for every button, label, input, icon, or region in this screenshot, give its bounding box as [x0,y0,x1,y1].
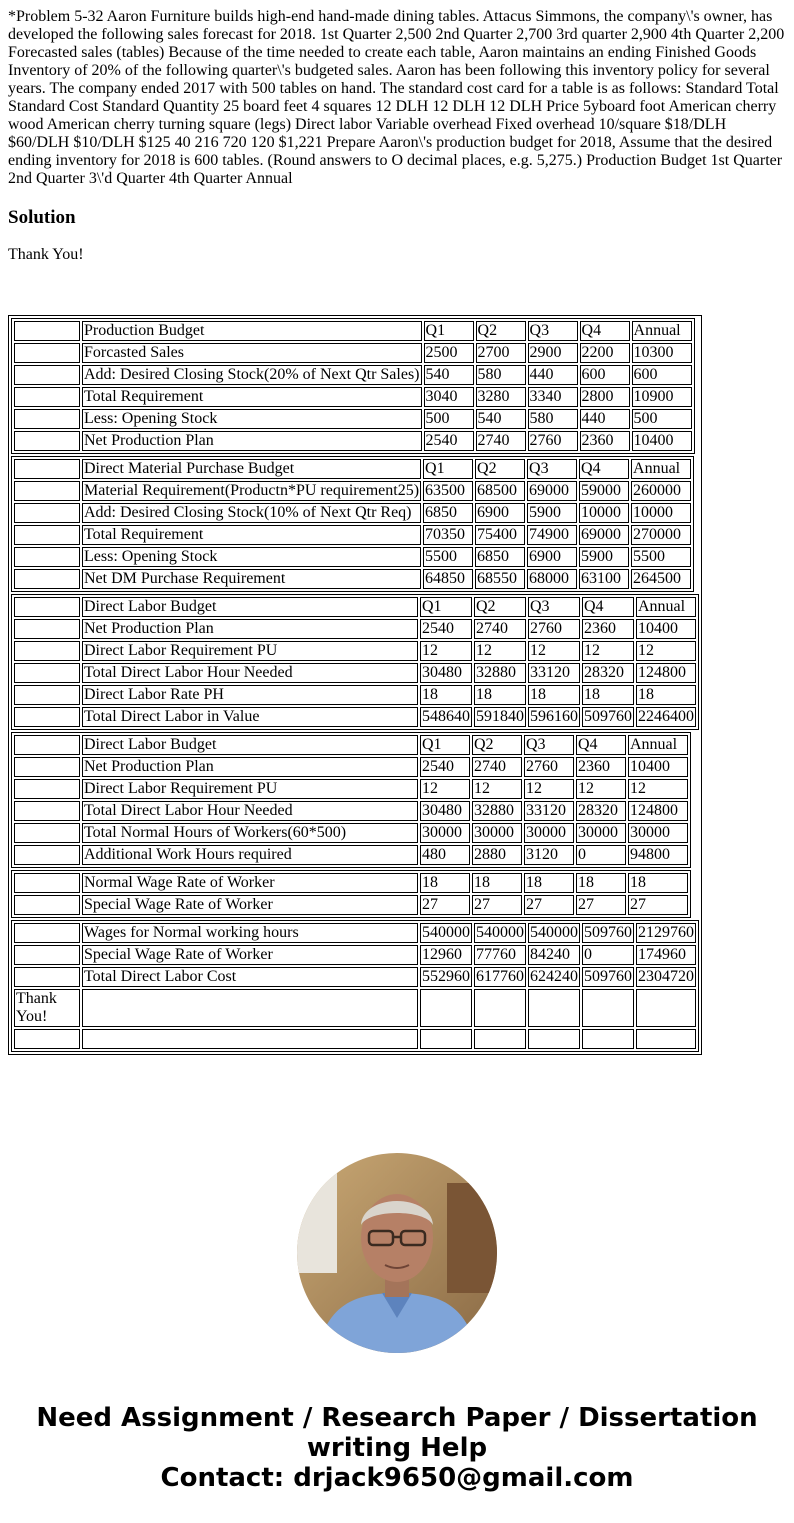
table-cell: 77760 [474,945,526,965]
table-cell: Additional Work Hours required [82,845,418,865]
table-row [14,845,688,865]
table-row [14,945,696,965]
table-cell: 2360 [580,431,630,451]
table-cell [14,735,80,755]
table-cell: 3280 [476,387,526,407]
table-cell: 10400 [636,619,696,639]
table-cell: Total Direct Labor Hour Needed [82,663,418,683]
table-cell: 18 [420,873,470,893]
table-cell: 509760 [584,708,632,725]
table-cell: 509760 [584,968,632,985]
table-cell: Forcasted Sales [82,343,422,363]
table-cell [14,365,80,385]
table-cell: 27 [628,895,688,915]
table-cell: 18 [576,873,626,893]
table-cell [14,779,80,799]
table-cell: Production Budget [82,321,422,341]
table-cell [420,989,472,1027]
table-cell: Total Direct Labor Cost [82,967,418,987]
table-cell: 12 [576,779,626,799]
table-cell: 2360 [576,757,626,777]
question-text: *Problem 5-32 Aaron Furniture builds high-end hand-made dining tables. Attacus Simmons, the company\'s owner, has developed the following sales forecast for 2018. 1st Quarter 2,500 2nd Quarter 2,700 3rd quarter 2,900 4th Quarter 2,200 Forecasted sales (tables) Because of the time needed to create each table, Aaron maintains an ending Finished Goods Inventory of 20% of the following quarter\'s budgeted sales. Aaron has been following this inventory policy for several years. The company ended 2017 with 500 tables on hand. The standard cost card for a table is as follows: Standard Total Standard Cost Standard Quantity 25 board feet 4 squares 12 DLH 12 DLH 12 DLH Price 5yboard foot American cherry wood American cherry turning square (legs) Direct labor Variable overhead Fixed overhead 10/square $18/DLH $60/DLH $10/DLH $125 40 216 720 120 $1,221 Prepare Aaron\'s production budget for 2018, Assume that the desired ending inventory for 2018 is 600 tables. (Round answers to O decimal places, e.g. 5,275.) Production Budget 1st Quarter 2nd Quarter 3\'d Quarter 4th Quarter Annual [8,8,785,187]
table-cell: 500 [632,409,692,429]
table-cell: 600 [580,365,630,385]
table-cell: 264500 [631,569,691,589]
table-cell [14,619,80,639]
promo-banner [0,1403,794,1493]
table-cell: 18 [420,685,472,705]
table-cell: 18 [582,685,634,705]
table-cell [636,989,696,1027]
table-cell: 3340 [528,387,578,407]
table-section [11,318,699,454]
table-cell: 10000 [579,503,629,523]
table-cell: 2760 [528,619,580,639]
table-cell: 27 [524,895,574,915]
table-cell: 2740 [474,619,526,639]
promo-line-2: Contact: drjack9650@gmail.com [160,1463,634,1493]
table-cell: 2700 [476,343,526,363]
table-row [14,503,691,523]
table-row [14,431,692,451]
table-row [14,619,696,639]
table-cell: Total Requirement [82,525,421,545]
table-cell [14,663,80,683]
table-cell: Annual [628,735,688,755]
table-cell [582,1029,634,1049]
table-cell: 540000 [476,924,524,941]
table-cell [14,945,80,965]
table-row [14,365,692,385]
table-cell: 480 [420,845,470,865]
table-row [14,873,688,893]
table-cell [14,801,80,821]
table-cell: Direct Material Purchase Budget [82,459,421,479]
table-row [14,823,688,843]
table-cell: 63100 [579,569,629,589]
table-cell: Material Requirement(Productn*PU requirement25) [84,482,420,499]
table-cell: 3040 [424,387,474,407]
table-cell: Q3 [524,735,574,755]
table-cell: 2246400 [638,708,694,725]
table-cell: Less: Opening Stock [82,409,422,429]
table-cell: 270000 [631,525,691,545]
table-cell [14,757,80,777]
table-cell [14,1029,80,1049]
table-cell: 0 [582,945,634,965]
table-cell: Q2 [476,321,526,341]
table-cell: 12 [628,779,688,799]
table-cell: 591840 [476,708,524,725]
table-cell: Direct Labor Requirement PU [82,779,418,799]
table-cell: 74900 [527,525,577,545]
table-cell: 70350 [423,525,473,545]
table-row [14,409,692,429]
table-cell [474,989,526,1027]
table-row [14,989,696,1027]
table-cell: 124800 [636,663,696,683]
table-cell: 30000 [472,823,522,843]
table-cell: 2540 [420,757,470,777]
table-cell: 540000 [530,924,578,941]
table-cell: 2880 [472,845,522,865]
table-cell [636,1029,696,1049]
table-cell: Wages for Normal working hours [82,923,418,943]
table-cell [14,967,80,987]
table-row [14,779,688,799]
table-cell: 624240 [530,968,578,985]
table-cell: 33120 [528,663,580,683]
table-cell: 440 [580,409,630,429]
table-cell: Normal Wage Rate of Worker [82,873,418,893]
table-cell: 12 [420,779,470,799]
table-row [14,321,692,341]
table-cell: Special Wage Rate of Worker [82,945,418,965]
table-cell: Q3 [528,597,580,617]
table-cell: 30000 [576,823,626,843]
table-cell: 2740 [476,431,526,451]
table-row [14,569,691,589]
table-row [14,1029,696,1049]
table-cell: 2800 [580,387,630,407]
table-cell: 69000 [579,525,629,545]
table-cell [14,641,80,661]
table-cell: Total Direct Labor Hour Needed [82,801,418,821]
table-cell: Direct Labor Rate PH [82,685,418,705]
table-cell: Net Production Plan [82,431,422,451]
table-cell: 6900 [475,503,525,523]
table-cell: Total Direct Labor in Value [82,707,418,727]
table-cell: Q1 [423,459,473,479]
table-cell: 32880 [474,663,526,683]
budget-table [11,870,691,918]
table-row [14,685,696,705]
table-cell [14,459,80,479]
table-cell: 6850 [475,547,525,567]
table-cell: Q3 [528,321,578,341]
table-cell: 5500 [423,547,473,567]
table-cell: 18 [636,685,696,705]
table-cell: 3120 [524,845,574,865]
author-portrait-icon [297,1153,497,1353]
table-cell: Q4 [582,597,634,617]
table-cell: Q1 [420,735,470,755]
table-cell: Direct Labor Budget [82,735,418,755]
table-cell: 540 [476,409,526,429]
table-cell: 2200 [580,343,630,363]
table-cell [14,431,80,451]
table-cell [528,1029,580,1049]
table-cell: 552960 [422,968,470,985]
table-cell: 30000 [524,823,574,843]
table-cell: 84240 [528,945,580,965]
table-cell [14,481,80,501]
table-cell: 12 [420,641,472,661]
table-cell: 28320 [576,801,626,821]
table-cell: Q1 [420,597,472,617]
table-cell: Special Wage Rate of Worker [82,895,418,915]
table-cell: 2760 [524,757,574,777]
table-cell: 540 [424,365,474,385]
table-cell [14,685,80,705]
table-cell: 12 [524,779,574,799]
table-cell: 12 [528,641,580,661]
table-cell: 27 [576,895,626,915]
budget-table [11,732,691,868]
table-cell: 124800 [628,801,688,821]
table-cell: 2540 [424,431,474,451]
promo-line-1: Need Assignment / Research Paper / Dissertation writing Help [36,1403,758,1463]
table-cell: Annual [631,459,691,479]
table-cell: 30000 [628,823,688,843]
table-cell: Q1 [424,321,474,341]
table-cell: 500 [424,409,474,429]
table-cell: 548640 [422,708,470,725]
table-cell: 596160 [530,708,578,725]
table-cell: 509760 [584,924,632,941]
table-cell [14,569,80,589]
table-cell: 260000 [631,481,691,501]
table-cell: Q4 [579,459,629,479]
table-cell: 12 [636,641,696,661]
table-cell: 2304720 [638,968,694,985]
table-cell: Annual [636,597,696,617]
table-cell [582,989,634,1027]
table-cell: Net DM Purchase Requirement [82,569,421,589]
budget-table [11,456,694,592]
table-cell: 12 [582,641,634,661]
table-row [14,707,696,727]
table-cell [14,343,80,363]
table-cell: 5900 [579,547,629,567]
table-cell: 10400 [628,757,688,777]
table-cell: 5900 [527,503,577,523]
table-cell: 68500 [475,481,525,501]
table-cell: 5500 [631,547,691,567]
table-cell: 68000 [527,569,577,589]
table-cell [14,707,80,727]
table-cell: 33120 [524,801,574,821]
table-row [14,481,691,501]
table-cell [82,1029,418,1049]
table-cell: 27 [472,895,522,915]
table-cell [14,823,80,843]
table-cell: Q2 [475,459,525,479]
solution-heading: Solution [8,207,76,228]
table-cell: Add: Desired Closing Stock(10% of Next Qtr Req) [82,503,421,523]
table-row [14,967,696,987]
table-cell: 440 [528,365,578,385]
table-cell: 10000 [631,503,691,523]
table-cell: 18 [474,685,526,705]
table-cell [14,923,80,943]
table-cell: Q4 [576,735,626,755]
table-row [14,801,688,821]
table-cell: 2129760 [638,924,694,941]
table-cell [82,989,418,1027]
table-cell: 28320 [582,663,634,683]
table-row [14,343,692,363]
budget-table [11,920,699,1052]
table-cell: 18 [524,873,574,893]
table-cell [14,409,80,429]
solution-thanks: Thank You! [8,246,84,263]
table-cell: Total Requirement [82,387,422,407]
table-cell: 2360 [582,619,634,639]
table-cell: 18 [528,685,580,705]
table-row [14,459,691,479]
table-cell: Net Production Plan [82,757,418,777]
budget-table [11,594,699,730]
table-cell [14,895,80,915]
table-cell: 10900 [632,387,692,407]
table-cell: 10400 [632,431,692,451]
table-section [11,732,699,868]
table-section [11,456,699,592]
table-row [14,387,692,407]
budget-table [11,318,695,454]
table-row [14,735,688,755]
table-row [14,525,691,545]
table-cell: 75400 [475,525,525,545]
table-section [11,594,699,730]
table-cell: Less: Opening Stock [82,547,421,567]
table-cell: 94800 [628,845,688,865]
table-row [14,663,696,683]
table-cell: 617760 [476,968,524,985]
table-cell [420,1029,472,1049]
table-cell: 6850 [423,503,473,523]
table-cell: 12960 [420,945,472,965]
table-cell: 59000 [579,481,629,501]
table-cell: 68550 [475,569,525,589]
table-cell: Q2 [474,597,526,617]
table-cell [14,547,80,567]
table-cell: Total Normal Hours of Workers(60*500) [82,823,418,843]
table-cell: Q2 [472,735,522,755]
table-cell [14,597,80,617]
table-cell: 2540 [420,619,472,639]
table-row [14,597,696,617]
table-cell: 27 [420,895,470,915]
table-cell: 6900 [527,547,577,567]
table-cell: 0 [576,845,626,865]
table-cell: Net Production Plan [82,619,418,639]
table-row [14,923,696,943]
table-cell: 600 [632,365,692,385]
table-cell: 30000 [420,823,470,843]
table-cell: Thank You! [14,989,80,1027]
table-cell: Q3 [527,459,577,479]
table-cell: 2740 [472,757,522,777]
table-cell [14,873,80,893]
table-cell: 174960 [636,945,696,965]
table-section [11,870,699,918]
table-cell: 580 [528,409,578,429]
table-cell [14,845,80,865]
table-row [14,641,696,661]
table-cell: 580 [476,365,526,385]
table-cell: 63500 [423,481,473,501]
table-cell: 10300 [632,343,692,363]
table-cell: Annual [632,321,692,341]
table-row [14,895,688,915]
table-cell: 30480 [420,663,472,683]
table-cell: 2500 [424,343,474,363]
table-cell: 540000 [422,924,470,941]
table-cell: 64850 [423,569,473,589]
table-cell: Direct Labor Requirement PU [82,641,418,661]
table-cell: Direct Labor Budget [82,597,418,617]
table-cell: 18 [472,873,522,893]
table-cell: Q4 [580,321,630,341]
table-cell: 69000 [527,481,577,501]
avatar-graphic [297,1153,497,1353]
table-cell: 2760 [528,431,578,451]
table-cell [14,387,80,407]
table-cell [14,321,80,341]
table-cell [528,989,580,1027]
table-cell [14,503,80,523]
table-cell: Add: Desired Closing Stock(20% of Next Qtr Sales) [84,366,420,383]
solution-table [8,315,702,1055]
outer-table [8,315,702,1055]
table-row [14,547,691,567]
table-row [14,757,688,777]
table-cell: 32880 [472,801,522,821]
table-cell [474,1029,526,1049]
table-cell: 18 [628,873,688,893]
table-cell: 2900 [528,343,578,363]
table-cell [14,525,80,545]
table-section [11,920,699,1052]
table-cell: 12 [472,779,522,799]
table-cell: 30480 [420,801,470,821]
table-cell: 12 [474,641,526,661]
